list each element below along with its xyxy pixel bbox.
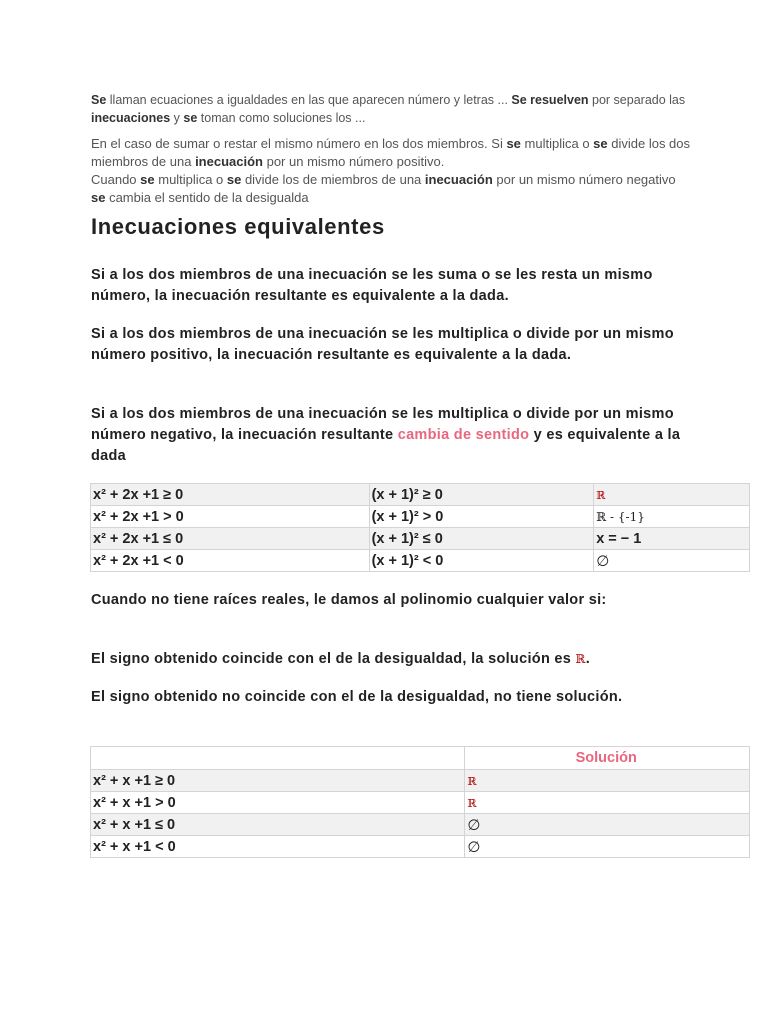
- search-snippet-2: [91, 135, 691, 207]
- rule-paragraph-5: [91, 649, 691, 670]
- table-cell: [465, 770, 750, 792]
- paragraph-text: .: [585, 651, 591, 667]
- table-cell: [465, 814, 750, 836]
- solution-header: Solución: [465, 747, 750, 770]
- rule-paragraph-4: Cuando no tiene raíces reales, le damos al polinomio cualquier valor si:: [91, 592, 607, 608]
- table-row: [91, 770, 750, 792]
- table-cell: x² + 2x +1 > 0: [91, 506, 370, 528]
- paragraph-text: Si a los dos miembros de una inecuación se les multiplica o divide por un mismo número negativo, la inecuación resultante: [91, 406, 674, 443]
- table-row: [91, 792, 750, 814]
- real-set-symbol: ℝ: [575, 652, 586, 666]
- snippet-text: multiplica o: [154, 172, 227, 187]
- table-cell: x² + x +1 < 0: [91, 836, 465, 858]
- highlight-text: cambia de sentido: [397, 427, 530, 443]
- search-snippet-1: [91, 92, 691, 127]
- snippet-text: divide los dos miembros de una: [91, 136, 691, 169]
- table-cell: x² + 2x +1 ≥ 0: [91, 484, 370, 506]
- snippet-text: por un mismo número positivo.: [262, 154, 445, 169]
- table-cell: x² + x +1 ≤ 0: [91, 814, 465, 836]
- table-row: [91, 484, 750, 506]
- table-cell: (x + 1)² > 0: [369, 506, 594, 528]
- snippet-bold: Se resuelven: [511, 93, 589, 107]
- table-row: [91, 550, 750, 572]
- snippet-text: divide los de miembros de una: [241, 172, 425, 187]
- snippet-text: cambia el sentido de la desigualda: [105, 190, 309, 205]
- paragraph-text: y es equivalente a la dada: [91, 427, 681, 464]
- real-set-symbol: ℝ: [596, 488, 606, 502]
- snippet-bold: se: [226, 172, 242, 187]
- real-set-symbol: ℝ: [467, 774, 477, 788]
- table-cell: [594, 506, 750, 528]
- snippet-text: En el caso de sumar o restar el mismo número en los dos miembros. Si: [91, 136, 507, 151]
- paragraph-text: El signo obtenido coincide con el de la desigualdad, la solución es: [91, 651, 576, 667]
- empty-set-symbol: ∅: [467, 815, 481, 834]
- empty-set-symbol: ∅: [596, 551, 610, 570]
- snippet-text: y: [170, 110, 184, 125]
- table-row: [91, 814, 750, 836]
- empty-set-symbol: ∅: [467, 837, 481, 856]
- table-row: [91, 836, 750, 858]
- snippet-text: multiplica o: [520, 136, 594, 151]
- rule-paragraph-3: [91, 404, 691, 467]
- table-cell: [465, 792, 750, 814]
- real-set-symbol: ℝ: [467, 796, 477, 810]
- snippet-text: toman como soluciones los ...: [197, 110, 366, 125]
- snippet-bold: se: [183, 110, 198, 125]
- solution-table: [90, 746, 750, 858]
- snippet-bold: inecuaciones: [91, 110, 171, 125]
- table-cell: x = − 1: [594, 528, 750, 550]
- table-cell: (x + 1)² ≥ 0: [369, 484, 594, 506]
- snippet-bold: se: [593, 136, 608, 151]
- snippet-bold: se: [91, 190, 106, 205]
- table-cell: x² + 2x +1 < 0: [91, 550, 370, 572]
- section-heading: Inecuaciones equivalentes: [91, 214, 385, 239]
- rule-paragraph-2: Si a los dos miembros de una inecuación se les multiplica o divide por un mismo número positivo, la inecuación resultante es equivalente a la dada.: [91, 326, 674, 363]
- real-set-expression: ℝ - {-1}: [596, 509, 645, 524]
- table-cell: (x + 1)² < 0: [369, 550, 594, 572]
- snippet-text: por un mismo número negativo: [492, 172, 676, 187]
- snippet-bold: Se: [91, 93, 107, 107]
- table-row: [91, 506, 750, 528]
- table-cell: [594, 550, 750, 572]
- table-cell: x² + x +1 ≥ 0: [91, 770, 465, 792]
- table-cell: [594, 484, 750, 506]
- snippet-text: por separado las: [588, 93, 686, 107]
- inequality-table: [90, 483, 750, 572]
- table-header-empty: [91, 747, 465, 770]
- table-cell: x² + x +1 > 0: [91, 792, 465, 814]
- snippet-bold: inecuación: [424, 172, 493, 187]
- table-cell: x² + 2x +1 ≤ 0: [91, 528, 370, 550]
- snippet-bold: se: [506, 136, 521, 151]
- table-cell: (x + 1)² ≤ 0: [369, 528, 594, 550]
- snippet-text: llaman ecuaciones a igualdades en las que aparecen número y letras ...: [106, 93, 512, 107]
- table-header-row: [91, 747, 750, 770]
- snippet-bold: se: [140, 172, 155, 187]
- rule-paragraph-1: Si a los dos miembros de una inecuación se les suma o se les resta un mismo número, la inecuación resultante es equivalente a la dada.: [91, 267, 653, 304]
- table-cell: [465, 836, 750, 858]
- snippet-bold: inecuación: [195, 154, 263, 169]
- rule-paragraph-6: El signo obtenido no coincide con el de la desigualdad, no tiene solución.: [91, 689, 623, 705]
- snippet-text: Cuando: [91, 172, 141, 187]
- table-row: [91, 528, 750, 550]
